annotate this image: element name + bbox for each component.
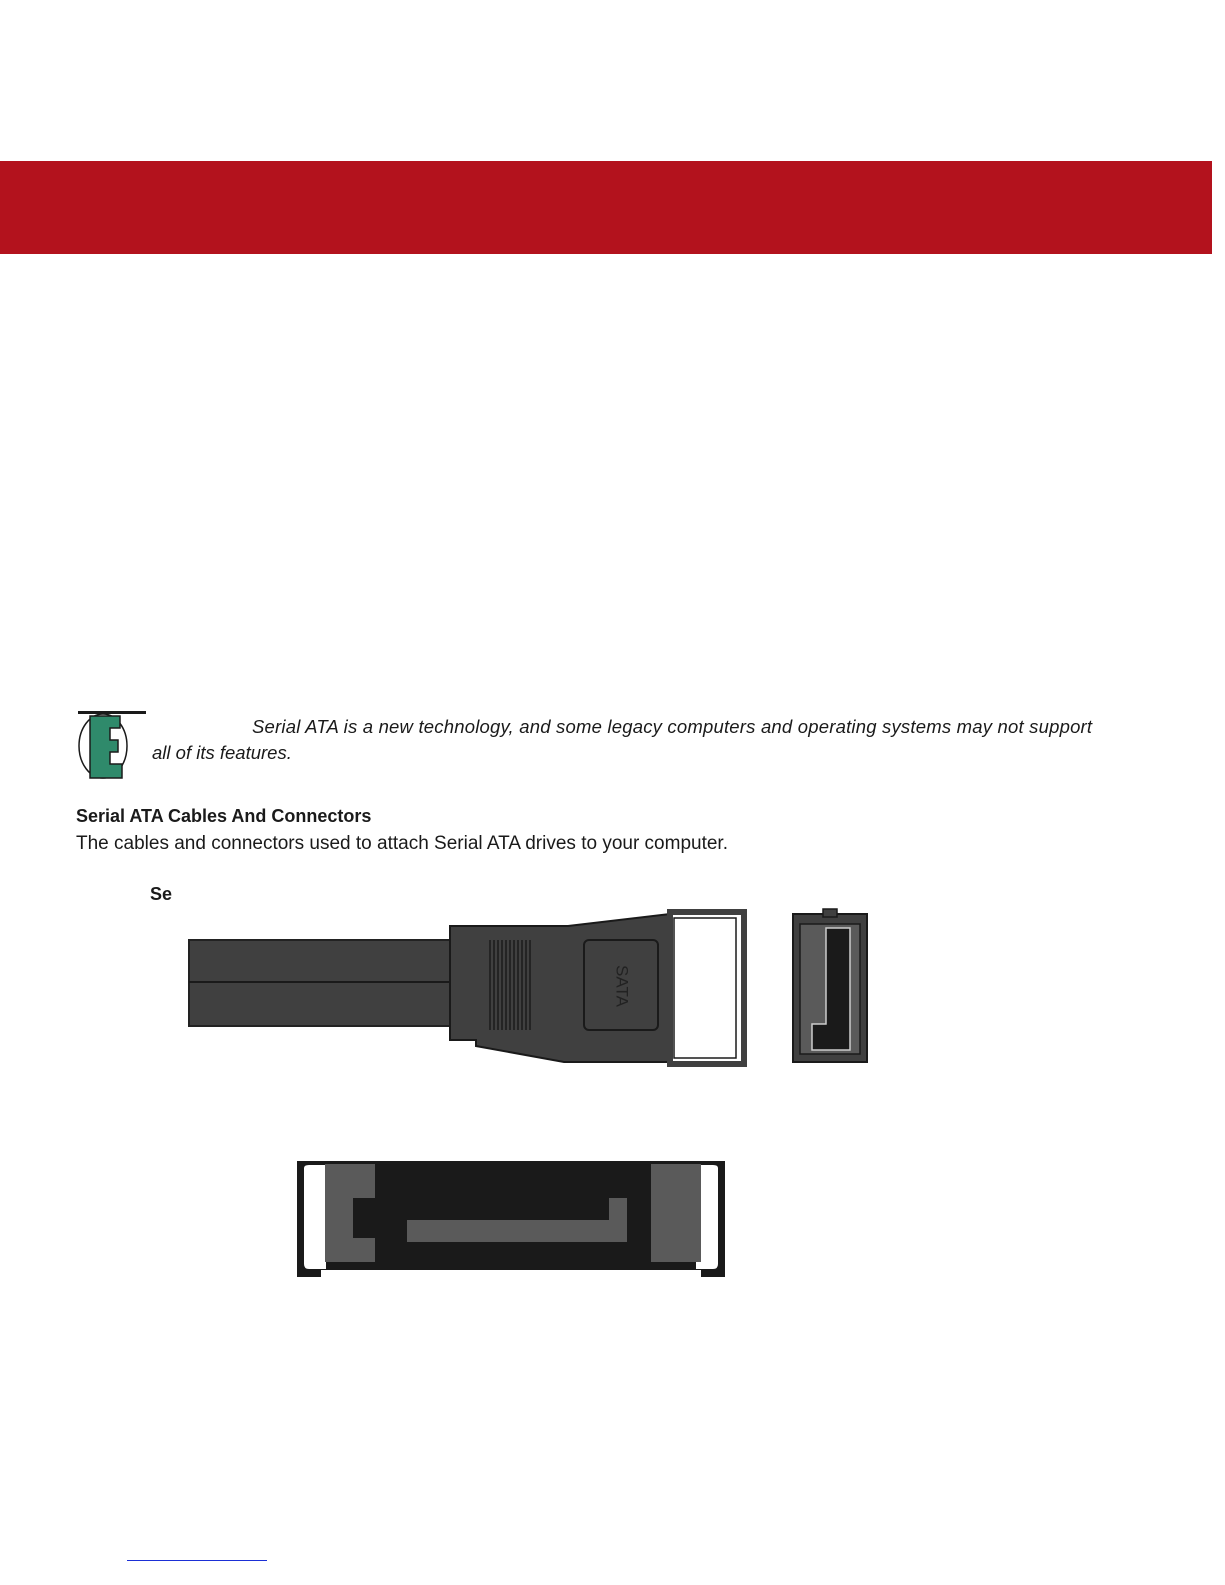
header-banner [0, 161, 1212, 254]
section-description: The cables and connectors used to attach Serial ATA drives to your computer. [76, 833, 728, 854]
sata-cable-illustration [186, 906, 876, 1068]
sata-socket-illustration [295, 1158, 727, 1280]
figure-label: Se [150, 884, 173, 904]
note-text-line2: all of its features. [152, 742, 292, 763]
footer-link-underline[interactable] [127, 1560, 267, 1561]
note-icon [76, 708, 152, 784]
sata-label: SATA [612, 965, 632, 1007]
section-title: Serial ATA Cables And Connectors [76, 806, 372, 826]
note-text-line1: Serial ATA is a new technology, and some legacy computers and operating systems may not support [252, 716, 1093, 737]
